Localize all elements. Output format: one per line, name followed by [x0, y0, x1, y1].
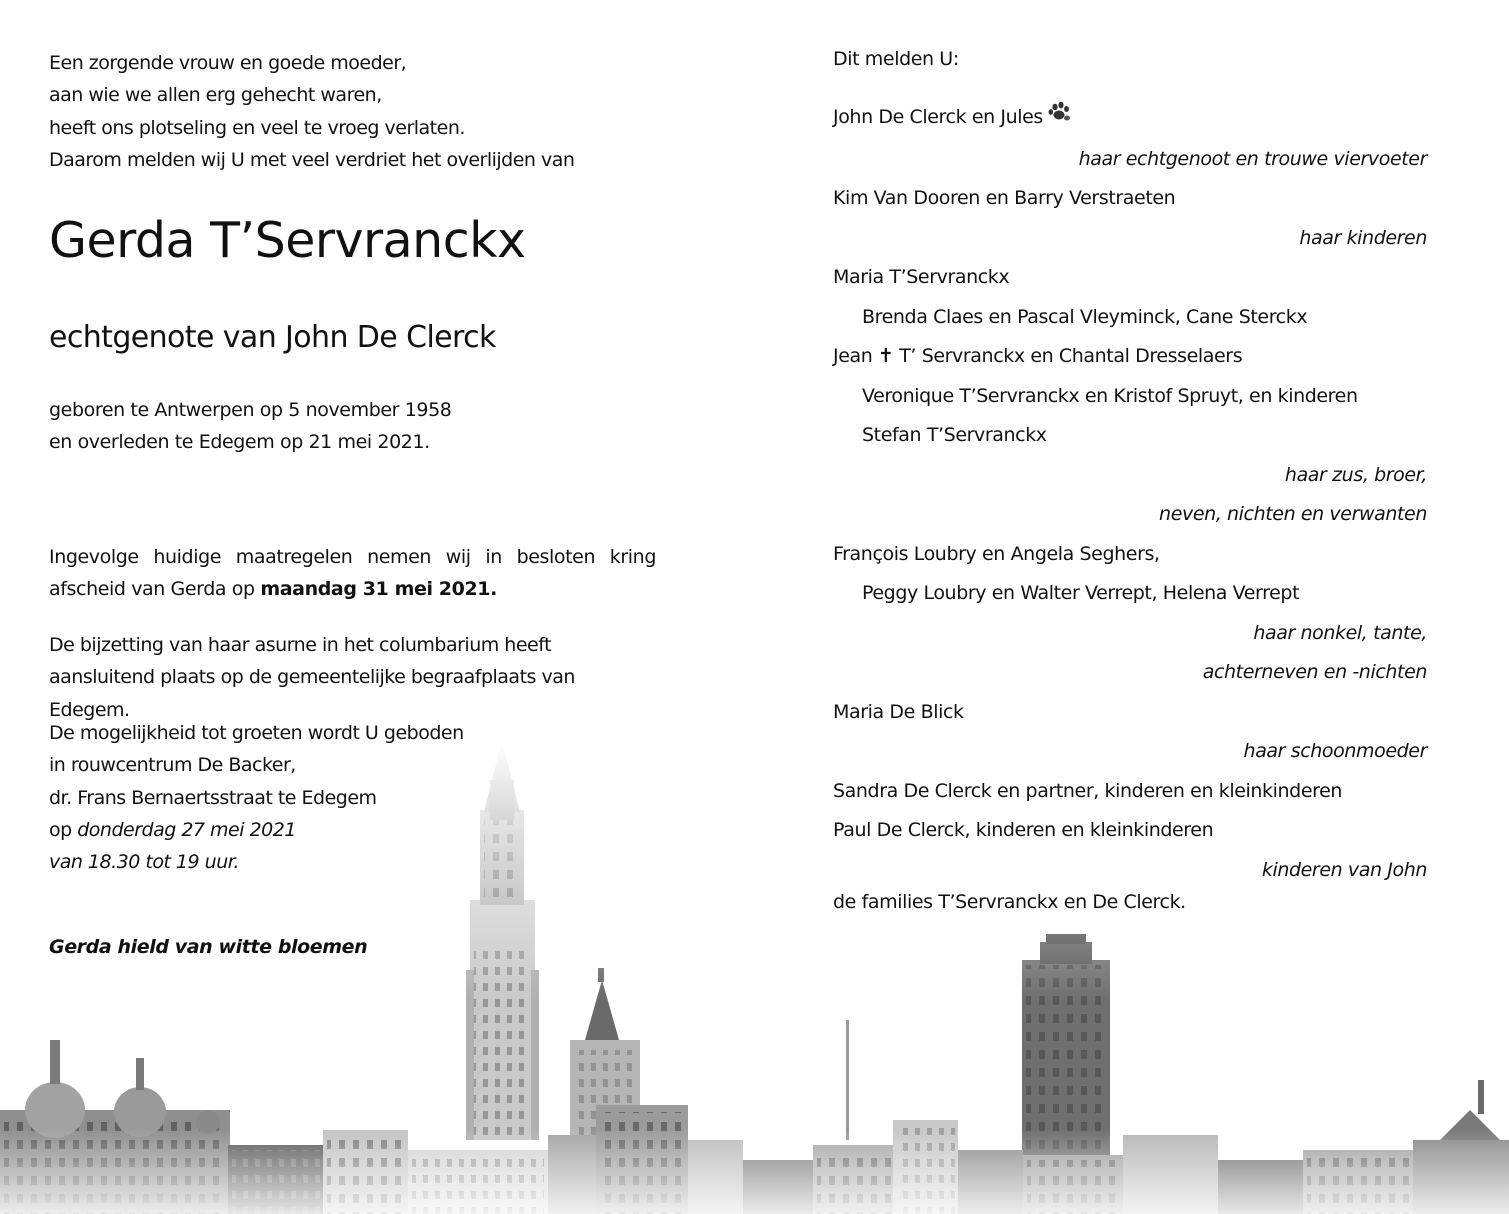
relation-line: neven, nichten en verwanten	[1159, 503, 1427, 525]
cross-icon: ✝	[878, 345, 894, 367]
intro-line: Daarom melden wij U met veel verdriet het overlijden van	[49, 148, 575, 171]
announcer-row: Jean ✝ T’ Servranckx en Chantal Dresselaers	[833, 345, 1243, 367]
birth-line: geboren te Antwerpen op 5 november 1958	[49, 399, 452, 421]
intro-line: heeft ons plotseling en veel te vroeg verlaten.	[49, 116, 465, 139]
relation-line: haar schoonmoeder	[1243, 740, 1427, 762]
announcer-row: de families T’Servranckx en De Clerck.	[833, 891, 1186, 913]
visitation-line: in rouwcentrum De Backer,	[49, 754, 296, 777]
relation-line: haar echtgenoot en trouwe viervoeter	[1078, 147, 1427, 170]
announcer-row: Maria T’Servranckx	[833, 266, 1010, 288]
relation-line: haar nonkel, tante,	[1253, 621, 1427, 644]
visitation-info	[49, 717, 464, 878]
announcer-row: Sandra De Clerck en partner, kinderen en kleinkinderen	[833, 779, 1343, 802]
intro-line: Een zorgende vrouw en goede moeder,	[49, 52, 407, 74]
announcer-row-indented: Stefan T’Servranckx	[862, 424, 1047, 446]
announcer-row: Paul De Clerck, kinderen en kleinkinderen	[833, 819, 1214, 841]
announcer-row: François Loubry en Angela Seghers,	[833, 542, 1160, 565]
life-dates	[49, 394, 451, 459]
announcer-row-indented: Veronique T’Servranckx en Kristof Spruyt, en kinderen	[862, 384, 1358, 407]
relation-line: kinderen van John	[1261, 858, 1427, 881]
farewell-text: Ingevolge huidige maatregelen nemen wij in besloten kring afscheid van Gerda op	[49, 546, 656, 601]
visitation-prefix: op	[49, 818, 72, 841]
visitation-line: De mogelijkheid tot groeten wordt U geboden	[49, 722, 464, 744]
relation-line: achterneven en -nichten	[1202, 661, 1427, 683]
death-line: en overleden te Edegem op 21 mei 2021.	[49, 431, 430, 454]
announcer-row: John De Clerck en Jules	[833, 98, 1427, 140]
farewell-date: maandag 31 mei 2021.	[260, 578, 497, 601]
visitation-line: dr. Frans Bernaertsstraat te Edegem	[49, 786, 377, 809]
spouse-line: echtgenote van John De Clerck	[49, 320, 496, 355]
announcers-list	[833, 43, 1427, 915]
visitation-time: van 18.30 tot 19 uur.	[49, 851, 239, 874]
intro-text	[49, 47, 656, 176]
visitation-date: donderdag 27 mei 2021	[77, 818, 296, 841]
visitation-line	[49, 814, 464, 846]
paw-print-icon	[1047, 100, 1073, 140]
relation-line: haar zus, broer,	[1284, 463, 1427, 486]
announcers-heading: Dit melden U:	[833, 48, 959, 70]
announcer-row: Maria De Blick	[833, 700, 964, 723]
burial-paragraph: De bijzetting van haar asurne in het columbarium heeft aansluitend plaats op de gemeentelijke begraafplaats van Edegem.	[49, 634, 575, 721]
announcer-row-indented: Brenda Claes en Pascal Vleyminck, Cane Sterckx	[862, 305, 1308, 328]
farewell-paragraph	[49, 541, 656, 606]
announcer-row: Kim Van Dooren en Barry Verstraeten	[833, 187, 1176, 209]
intro-line: aan wie we allen erg gehecht waren,	[49, 84, 382, 107]
deceased-name: Gerda T’Servranckx	[49, 212, 526, 269]
flowers-note: Gerda hield van witte bloemen	[49, 936, 368, 958]
announcer-row-indented: Peggy Loubry en Walter Verrept, Helena Verrept	[862, 582, 1300, 604]
relation-line: haar kinderen	[1299, 226, 1427, 249]
